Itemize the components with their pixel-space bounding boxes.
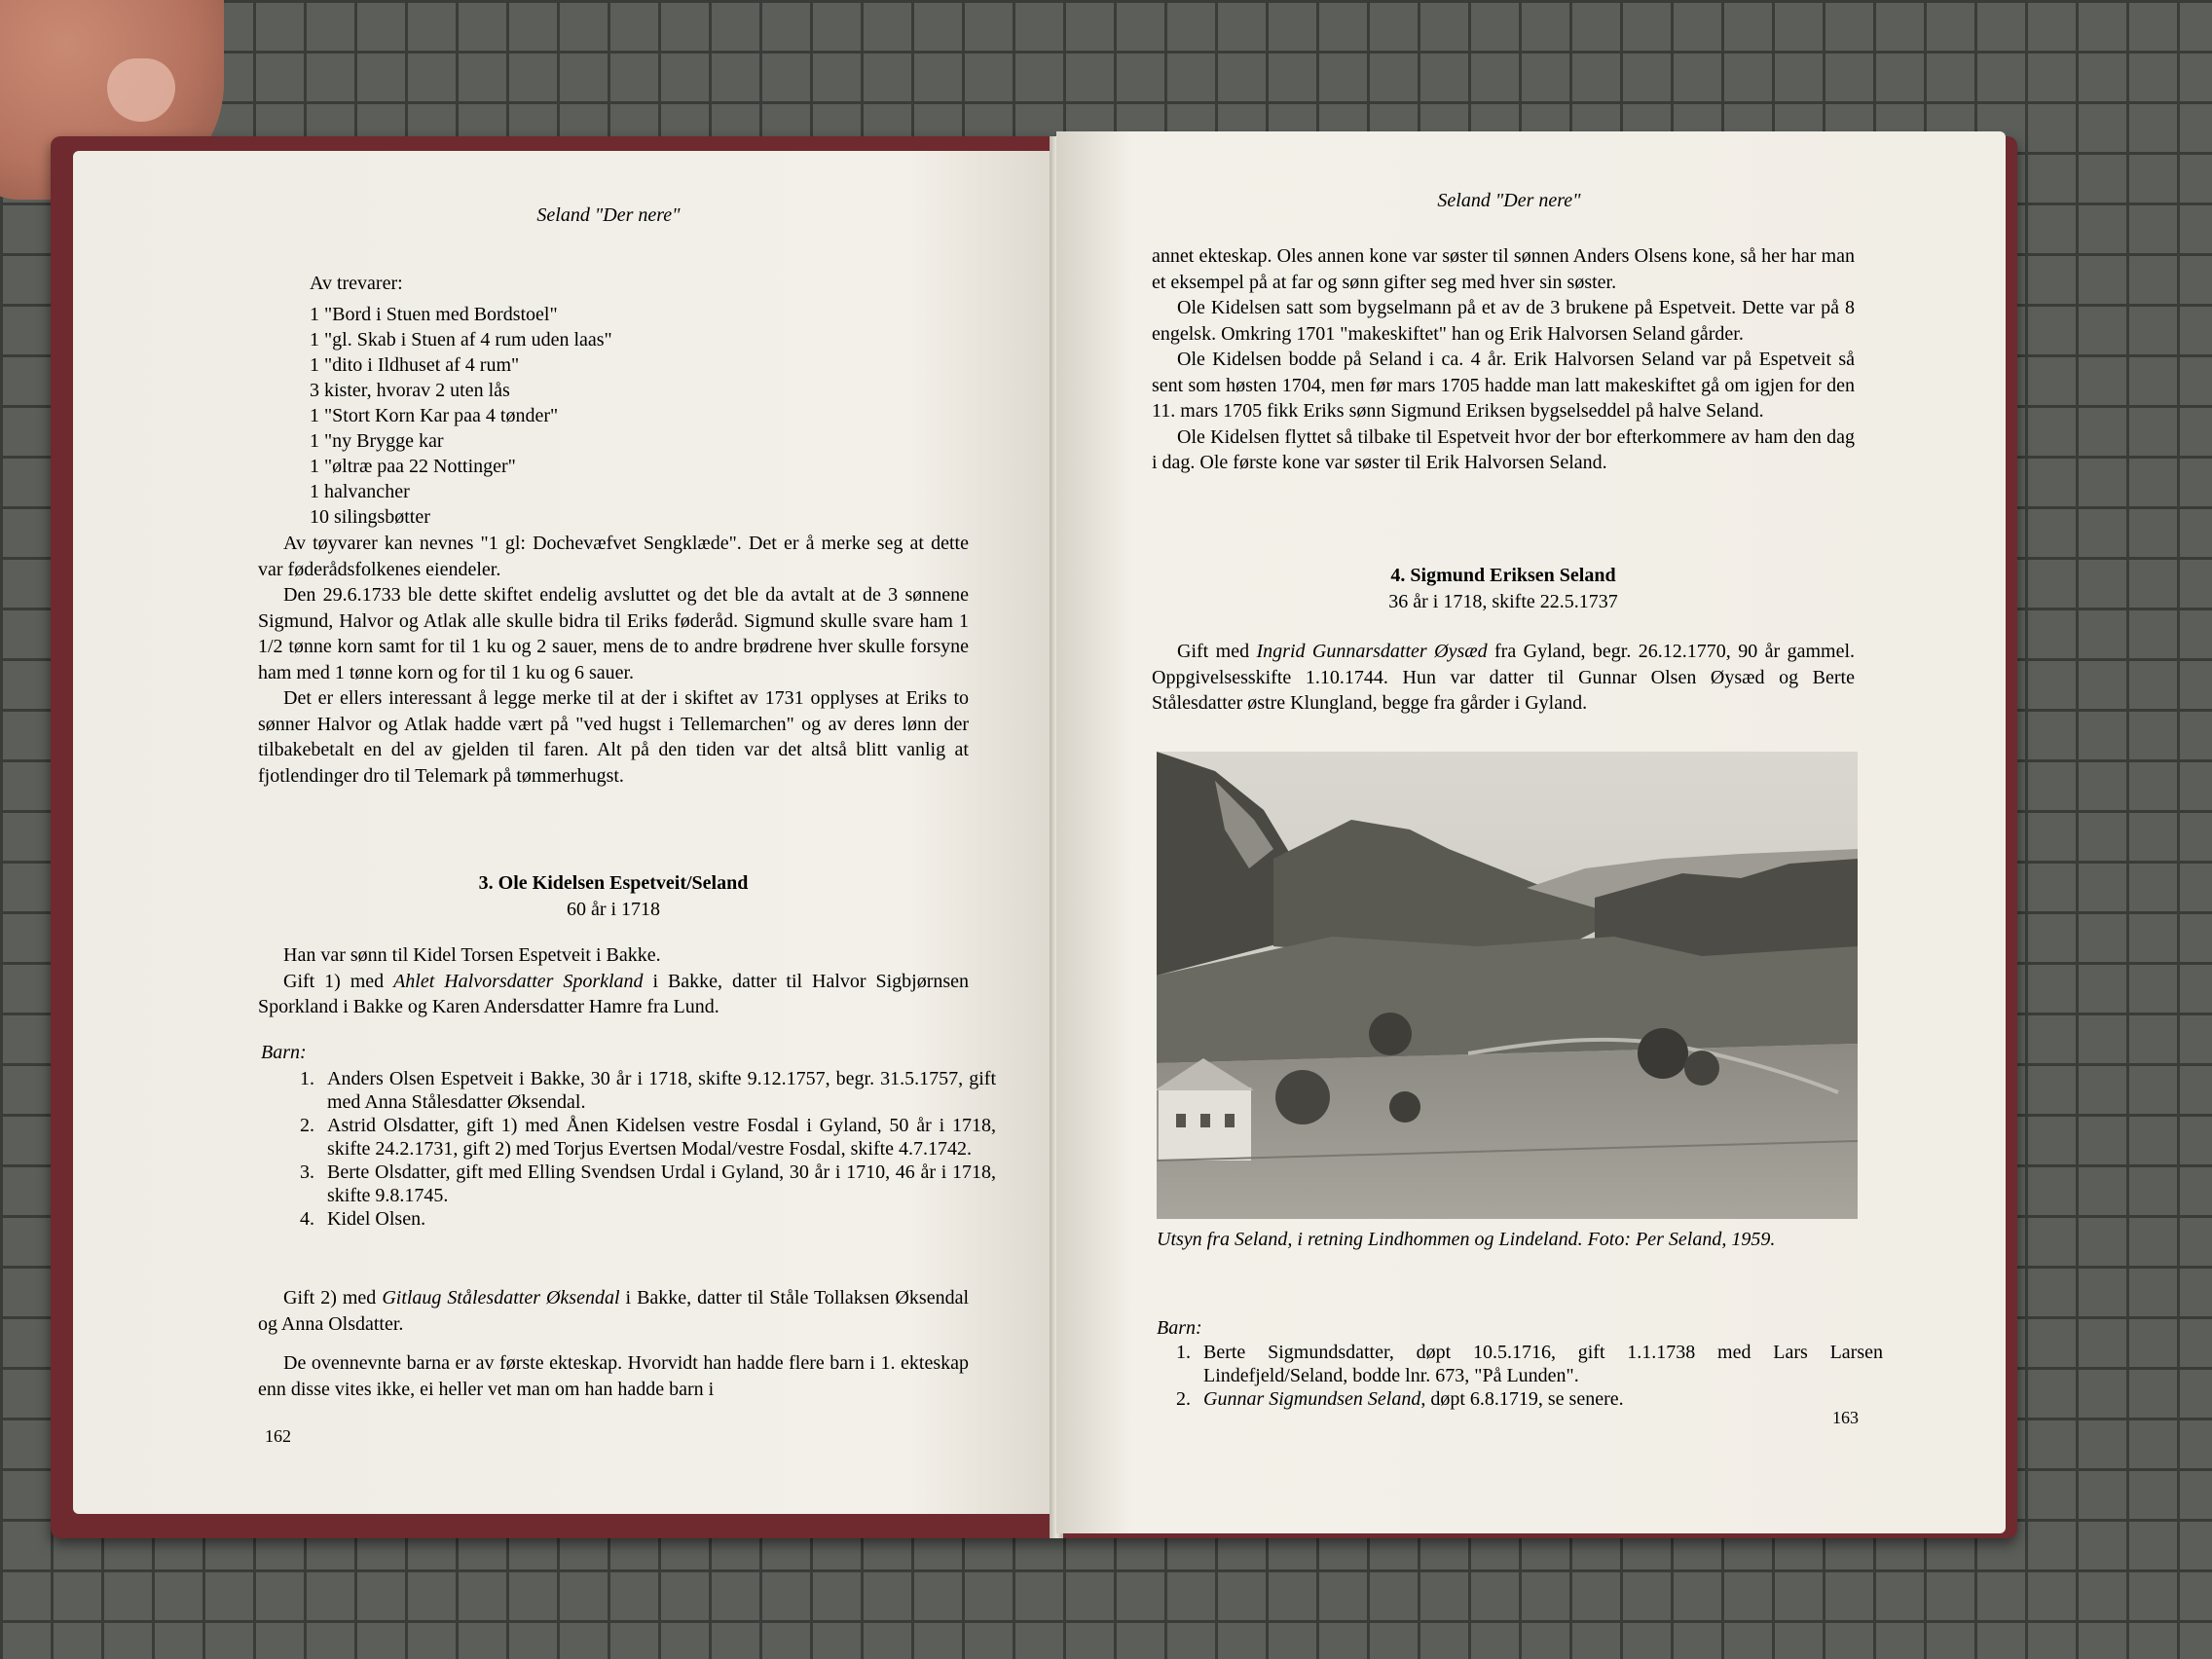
list-item: 3. Berte Olsdatter, gift med Elling Svendsen Urdal i Gyland, 30 år i 1710, 46 år i 1718, skifte 9.8.1745. [319, 1161, 996, 1207]
list-item: 1. Anders Olsen Espetveit i Bakke, 30 år i 1718, skifte 9.12.1757, begr. 31.5.1757, gift med Anna Stålesdatter Øksendal. [319, 1067, 996, 1114]
paragraph: Han var sønn til Kidel Torsen Espetveit i Bakke. [283, 944, 661, 966]
section-3-subtitle: 60 år i 1718 [566, 899, 661, 920]
landscape-photo-graphic [1157, 752, 1858, 1219]
paragraph: Gift med Ingrid Gunnarsdatter Øysæd fra Gyland, begr. 26.12.1770, 90 år gammel. Oppgivelsesskifte 1.10.1744. Hun var datter til Gunnar Olsen Øysæd og Berte Stålesdatter østre Klungland, begge fra gårder i Gyland. [1152, 641, 1855, 714]
list-item: 10 silingsbøtter [310, 506, 430, 528]
spouse-name: Gitlaug Stålesdatter Øksendal [382, 1287, 620, 1309]
trevarer-list [310, 302, 816, 530]
section-3-text-2 [258, 1285, 969, 1402]
list-item: 1 "øltræ paa 22 Nottinger" [310, 456, 516, 477]
paragraph: Gift 2) med Gitlaug Stålesdatter Øksendal i Bakke, datter til Ståle Tollaksen Øksendal og Anna Olsdatter. [258, 1287, 969, 1335]
paragraph: annet ekteskap. Oles annen kone var søster til sønnen Anders Olsens kone, så her har man et eksempel på at far og sønn gifter seg med hver sin søster. [1152, 245, 1855, 293]
children-list [292, 1067, 996, 1231]
barn-label: Barn: [261, 1042, 307, 1063]
list-item: 3 kister, hvorav 2 uten lås [310, 380, 510, 401]
list-item: 1 "gl. Skab i Stuen af 4 rum uden laas" [310, 329, 612, 350]
left-body-text [258, 531, 969, 789]
left-running-head: Seland "Der nere" [536, 204, 681, 226]
section-4-text [1152, 639, 1855, 717]
list-item: 1 "ny Brygge kar [310, 430, 444, 452]
landscape-photo [1157, 752, 1858, 1219]
barn-label-right: Barn: [1157, 1317, 1202, 1339]
list-item: 1 halvancher [310, 481, 410, 502]
section-4-subtitle: 36 år i 1718, skifte 22.5.1737 [1388, 591, 1618, 612]
paragraph: Det er ellers interessant å legge merke til at der i skiftet av 1731 opplyses at Eriks to sønner Halvor og Atlak hadde vært på "ved hugst i Tellemarchen" og av deres lønn der tilbakebetalt en del av gjelden til faren. Alt på den tiden var det altså blitt vanlig at fjotlendinger dro til Telemark på tømmerhugst. [258, 687, 969, 787]
list-item: 1 "Stort Korn Kar paa 4 tønder" [310, 405, 559, 426]
list-item: 1 "Bord i Stuen med Bordstoel" [310, 304, 558, 325]
thumbnail [107, 58, 175, 122]
page-number-left: 162 [265, 1426, 291, 1446]
list-item: 2. Gunnar Sigmundsen Seland, døpt 6.8.1719, se senere. [1196, 1387, 1883, 1411]
list-item: 4. Kidel Olsen. [319, 1207, 996, 1231]
list-item: 2. Astrid Olsdatter, gift 1) med Ånen Kidelsen vestre Fosdal i Gyland, 50 år i 1718, skifte 24.2.1731, gift 2) med Torjus Evertsen Modal/vestre Fosdal, skifte 4.7.1742. [319, 1114, 996, 1161]
paragraph: De ovennevnte barna er av første ekteskap. Hvorvidt han hadde flere barn i 1. ekteskap enn disse vites ikke, ei heller vet man om han hadde barn i [258, 1352, 969, 1400]
list-item: 1. Berte Sigmundsdatter, døpt 10.5.1716, gift 1.1.1738 med Lars Larsen Lindefjeld/Seland, bodde lnr. 673, "På Lunden". [1196, 1341, 1883, 1387]
right-running-head: Seland "Der nere" [1437, 190, 1581, 211]
section-3-heading [258, 870, 969, 923]
children-list-right [1168, 1341, 1883, 1411]
paragraph: Gift 1) med Ahlet Halvorsdatter Sporkland i Bakke, datter til Halvor Sigbjørnsen Sporkland i Bakke og Karen Andersdatter Hamre fra Lund. [258, 970, 970, 1017]
paragraph: Den 29.6.1733 ble dette skiftet endelig avsluttet og det ble da avtalt at de 3 sønnene Sigmund, Halvor og Atlak alle skulle bidra til Eriks føderåd. Sigmund skulle svare ham 1 1/2 tønne korn samt for til 1 ku og 2 sauer, mens de to andre brødrene hver skulle forsyne ham med 1 tønne korn og for til 1 ku og 6 sauer. [258, 584, 969, 683]
spouse-name: Ahlet Halvorsdatter Sporkland [393, 970, 644, 992]
spouse-name: Ingrid Gunnarsdatter Øysæd [1256, 641, 1488, 662]
section-4-title: 4. Sigmund Eriksen Seland [1390, 565, 1616, 586]
child-name: Gunnar Sigmundsen Seland [1203, 1388, 1421, 1410]
right-body-text [1152, 243, 1855, 476]
paragraph: Ole Kidelsen flyttet så tilbake til Espetveit hvor der bor efterkommere av ham den dag i dag. Ole første kone var søster til Erik Halvorsen Seland. [1152, 425, 1855, 473]
list-item: 1 "dito i Ildhuset af 4 rum" [310, 354, 520, 376]
section-3-title: 3. Ole Kidelsen Espetveit/Seland [478, 872, 749, 894]
section-4-heading [1152, 563, 1855, 615]
page-number-right: 163 [1832, 1408, 1859, 1427]
section-3-text [258, 942, 969, 1020]
paragraph: Ole Kidelsen satt som bygselmann på et av de 3 brukene på Espetveit. Dette var på 8 engelsk. Omkring 1701 "makeskiftet" han og Erik Halvorsen Seland gårder. [1152, 297, 1855, 345]
paragraph: Av tøyvarer kan nevnes "1 gl: Dochevæfvet Sengklæde". Det er å merke seg at dette var føderådsfolkenes eiendeler. [258, 533, 969, 580]
photo-caption: Utsyn fra Seland, i retning Lindhommen og Lindeland. Foto: Per Seland, 1959. [1157, 1229, 1776, 1250]
trevarer-heading: Av trevarer: [310, 273, 403, 294]
paragraph: Ole Kidelsen bodde på Seland i ca. 4 år. Erik Halvorsen Seland var på Espetveit så sent som høsten 1704, men før mars 1705 hadde man latt makeskiftet gå om igjen for den 11. mars 1705 fikk Eriks sønn Sigmund Eriksen bygselseddel på halve Seland. [1152, 349, 1855, 422]
